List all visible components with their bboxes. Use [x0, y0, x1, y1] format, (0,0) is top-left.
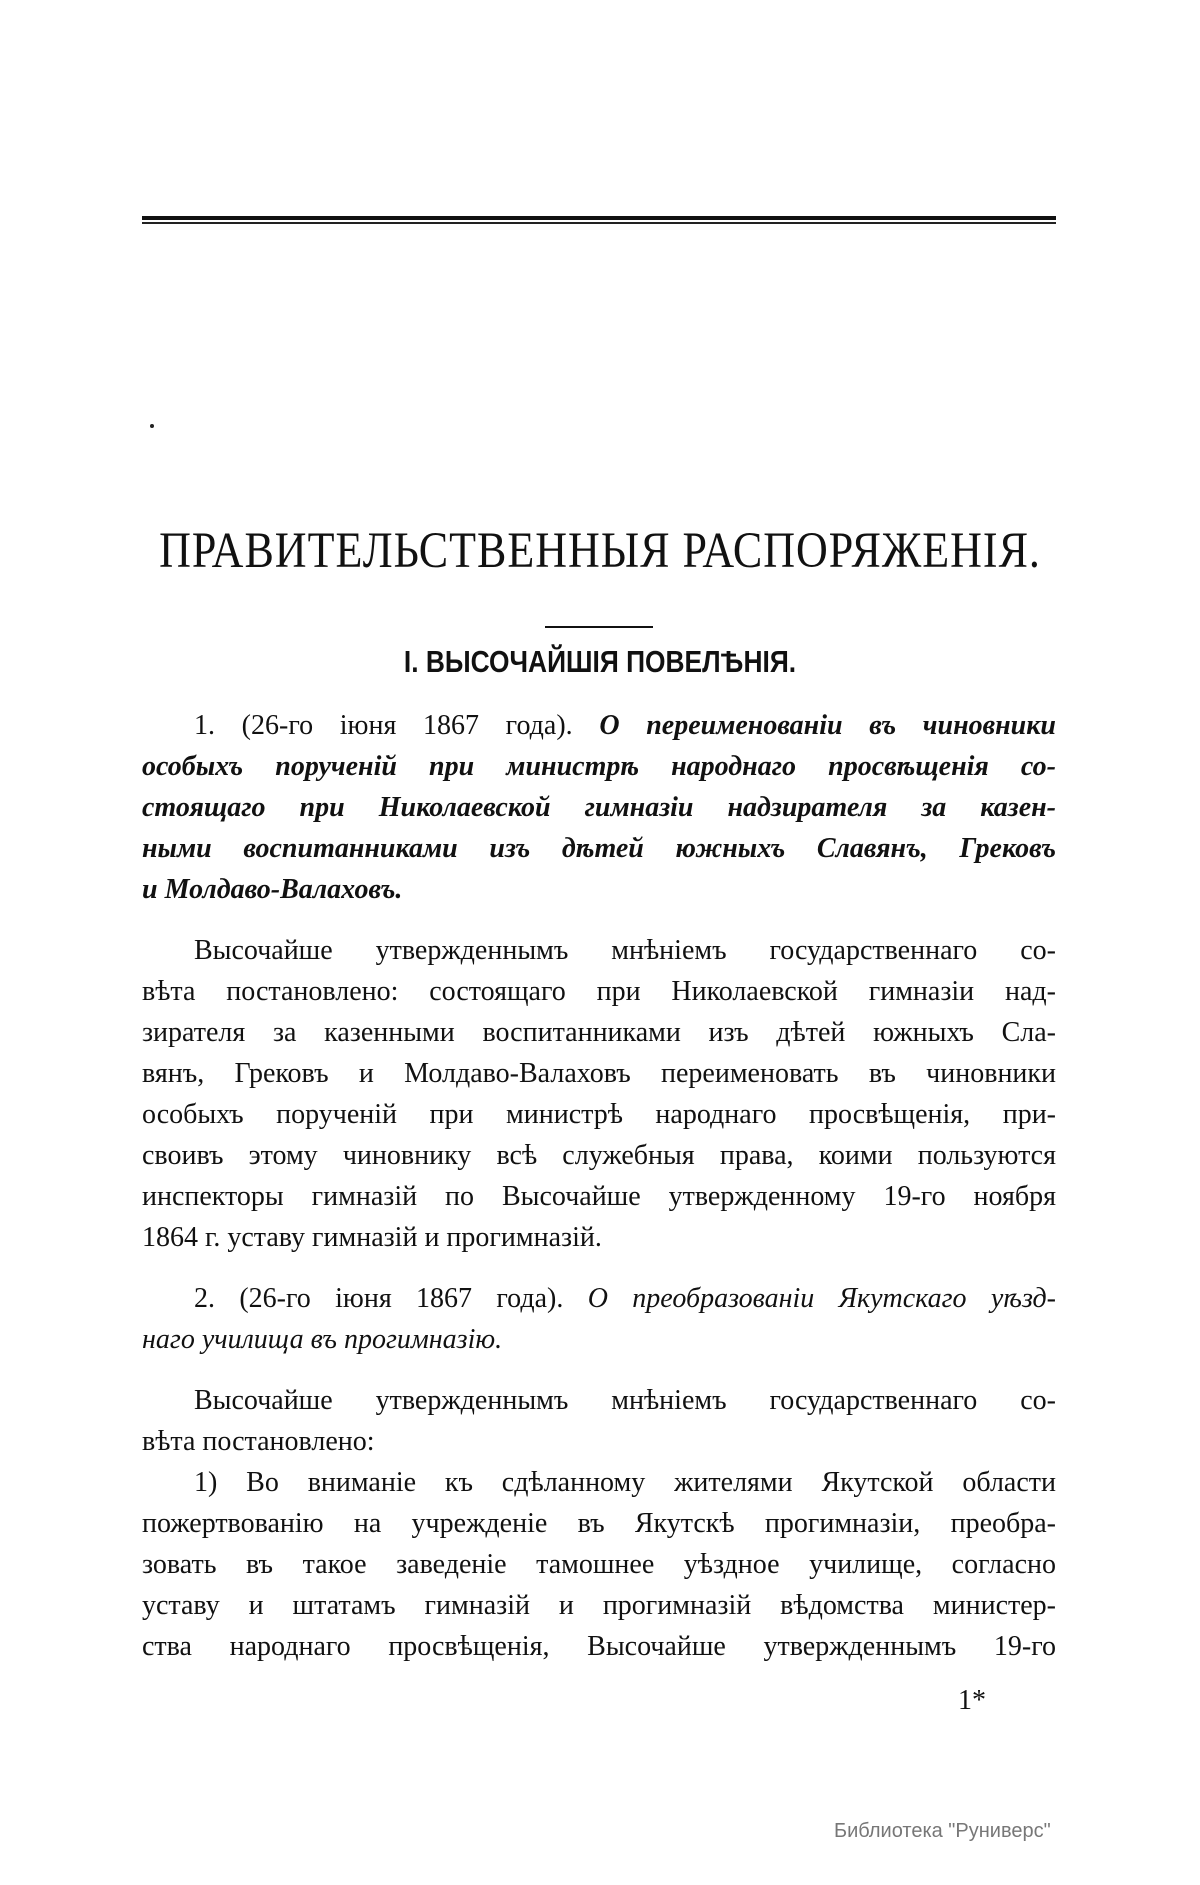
item-1-title: О переименованіи въ чиновники: [599, 710, 1056, 741]
text-line: Высочайше утвержденнымъ мнѣніемъ государственнаго со-: [194, 1385, 1056, 1416]
italic-line: [142, 787, 1056, 828]
item-2-title: О преобразованіи Якутскаго уѣзд-: [587, 1283, 1057, 1314]
text-line: ства народнаго просвѣщенія, Высочайше утвержденнымъ 19-го: [142, 1631, 1056, 1662]
italic-line: [142, 869, 1056, 910]
watermark: Библиотека "Руниверс": [834, 1820, 1051, 1842]
item-2-lead: 2. (26-го іюня 1867 года).: [194, 1283, 564, 1314]
ink-speck: [150, 424, 154, 428]
item-1-title: ными воспитанниками изъ дѣтей южныхъ Славянъ, Грековъ: [142, 833, 1056, 864]
item-2-title: наго училища въ прогимназію.: [142, 1324, 503, 1355]
text-line: вянъ, Грековъ и Молдаво-Валаховъ переименовать въ чиновники: [142, 1058, 1056, 1089]
text-line: своивъ этому чиновнику всѣ служебныя права, коими пользуются: [142, 1140, 1056, 1171]
item-1-title-line: [142, 705, 1056, 746]
top-rule: [142, 216, 1056, 220]
text-line: уставу и штатамъ гимназій и прогимназій вѣдомства министер-: [142, 1590, 1056, 1621]
text-line: 1) Во вниманіе къ сдѣланному жителями Якутской области: [194, 1467, 1056, 1498]
item-1: [142, 705, 1056, 1258]
item-1-lead: 1. (26-го іюня 1867 года).: [194, 710, 573, 741]
item-1-title: и Молдаво-Валаховъ.: [142, 874, 403, 905]
text-line: инспекторы гимназій по Высочайше утвержденному 19-го ноября: [142, 1181, 1056, 1212]
text-line: пожертвованію на учрежденіе въ Якутскѣ прогимназіи, преобра-: [142, 1508, 1056, 1539]
text-line: Высочайше утвержденнымъ мнѣніемъ государственнаго со-: [194, 935, 1056, 966]
page-title: ПРАВИТЕЛЬСТВЕННЫЯ РАСПОРЯЖЕНІЯ.: [159, 522, 1041, 579]
text-line: 1864 г. уставу гимназій и прогимназій.: [142, 1222, 602, 1253]
item-1-title: особыхъ порученій при министрѣ народнаго просвѣщенія со-: [142, 751, 1056, 782]
text-line: вѣта постановлено: состоящаго при Николаевской гимназіи над-: [142, 976, 1056, 1007]
item-2-title-line: [142, 1278, 1056, 1319]
italic-line: [142, 1319, 1056, 1360]
text-line: особыхъ порученій при министрѣ народнаго просвѣщенія, при-: [142, 1099, 1056, 1130]
page-signature: 1*: [958, 1685, 986, 1716]
item-2: [142, 1278, 1056, 1667]
text-line: вѣта постановлено:: [142, 1426, 375, 1457]
item-1-title: стоящаго при Николаевской гимназіи надзирателя за казен-: [142, 792, 1056, 823]
top-rule-thin: [142, 222, 1056, 224]
italic-line: [142, 828, 1056, 869]
title-divider: [545, 626, 653, 628]
text-line: зирателя за казенными воспитанниками изъ дѣтей южныхъ Сла-: [142, 1017, 1056, 1048]
text-line: зовать въ такое заведеніе тамошнее уѣздное училище, согласно: [142, 1549, 1056, 1580]
section-heading: I. ВЫСОЧАЙШІЯ ПОВЕЛѢНІЯ.: [403, 644, 797, 679]
italic-line: [142, 746, 1056, 787]
document-body: [142, 705, 1056, 1667]
